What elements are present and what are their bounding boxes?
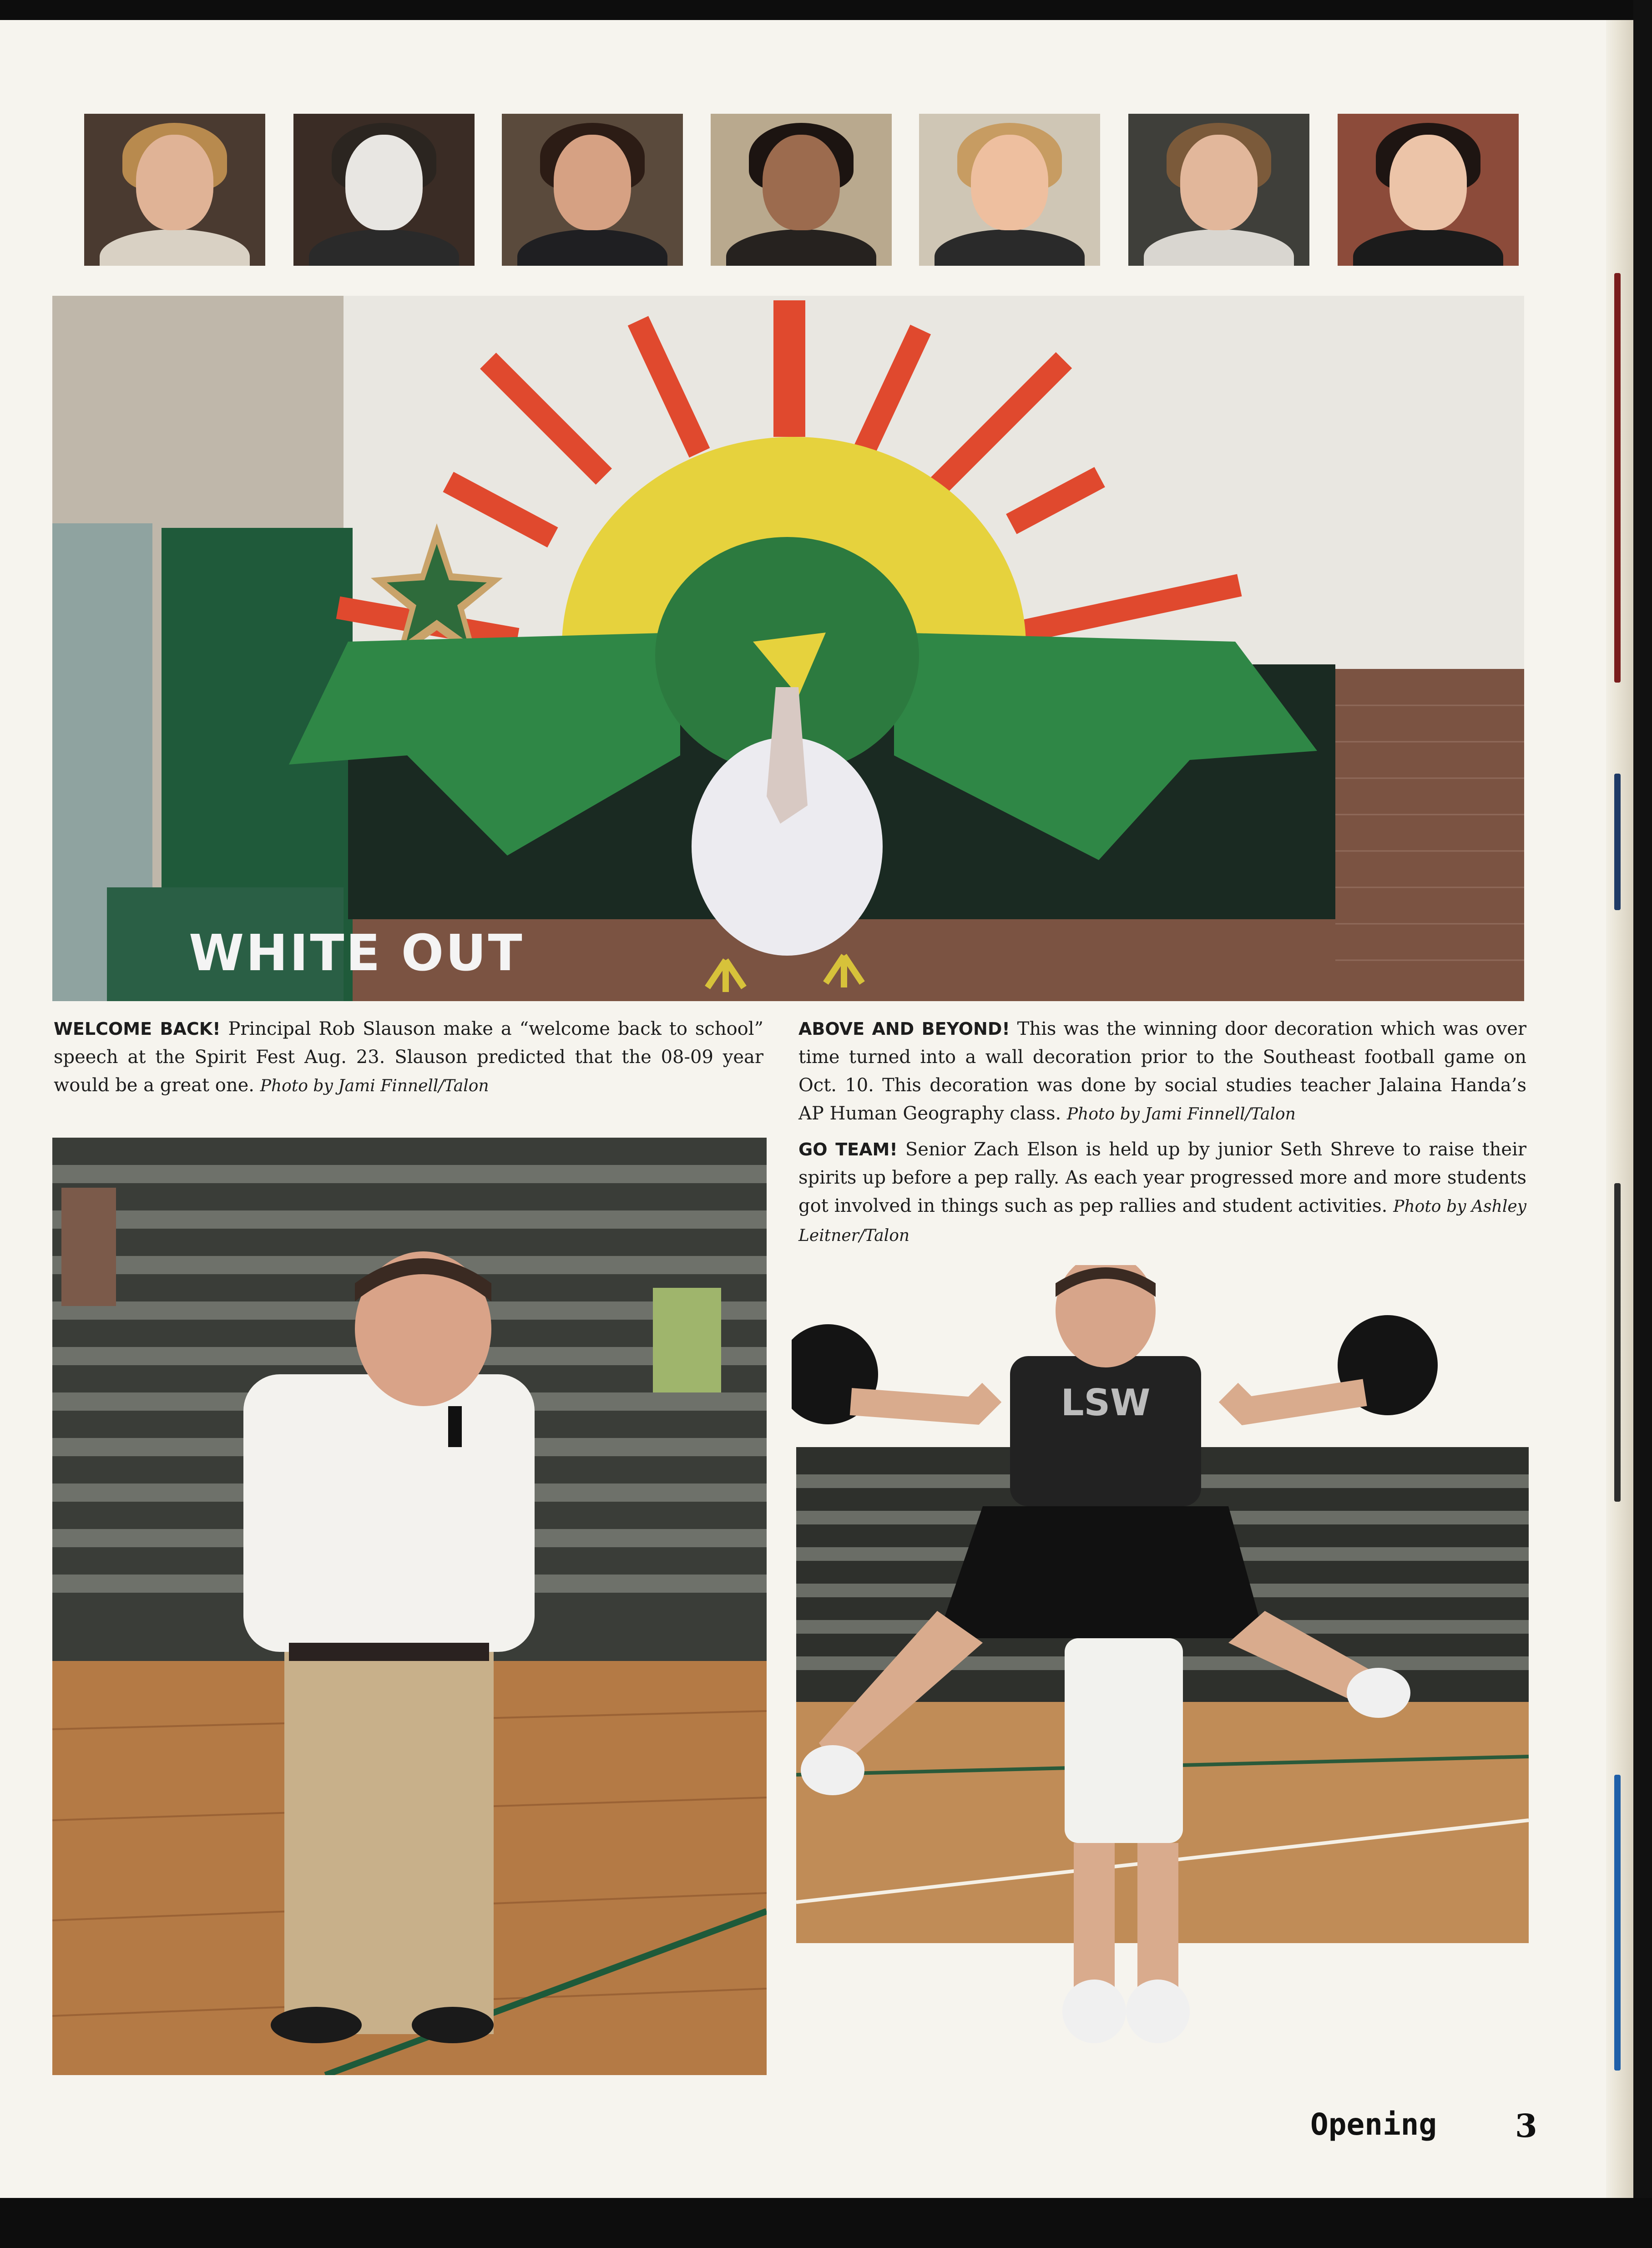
portrait-thumbnail: [84, 114, 265, 266]
portrait-thumbnail: [919, 114, 1100, 266]
photo-credit: Photo by Ashley Leitner/Talon: [798, 1197, 1526, 1245]
caption-text: Senior Zach Elson is held up by junior Seth Shreve to raise their spirits up before a pep rally. As each year progressed more and more students got involved in things such as pep rallies and student activities.: [798, 1139, 1526, 1216]
portrait-thumbnail: [293, 114, 475, 266]
principal-speech-photo: [52, 1138, 767, 2075]
portrait-thumbnail: [502, 114, 683, 266]
photo-credit: Photo by Jami Finnell/Talon: [1066, 1105, 1296, 1124]
photo-credit: Photo by Jami Finnell/Talon: [260, 1077, 489, 1095]
shirt-print: LSW: [1061, 1382, 1151, 1424]
spine-mark: [1614, 273, 1621, 683]
caption-welcome-back: [54, 1015, 763, 1100]
caption-lead: WELCOME BACK!: [54, 1019, 221, 1039]
caption-text: Principal Rob Slauson make a “welcome back to school” speech at the Spirit Fest Aug. 23. Slauson predicted that the 08-09 year would be a great one.: [54, 1018, 763, 1096]
eagle-mural-illustration: [52, 296, 1524, 1001]
section-label: Opening: [1310, 2107, 1437, 2142]
page-number: 3: [1515, 2107, 1537, 2145]
caption-text: This was the winning door decoration which was over time turned into a wall decoration prior to the Southeast football game on Oct. 10. This decoration was done by social studies teacher Jalaina Handa’s AP Human Geography class.: [798, 1018, 1526, 1124]
caption-above-and-beyond: [798, 1015, 1526, 1129]
principal-illustration: [52, 1138, 767, 2075]
spine-mark: [1614, 1183, 1621, 1502]
caption-lead: ABOVE AND BEYOND!: [798, 1019, 1010, 1039]
portrait-thumbnail: [1128, 114, 1309, 266]
spine-mark: [1614, 1775, 1621, 2071]
spine-mark: [1614, 774, 1621, 910]
scan-edge-bottom: [0, 2198, 1652, 2248]
caption-go-team: [798, 1135, 1526, 1250]
cheer-figures-cutout: [792, 1265, 1529, 2066]
white-out-sign: WHITE OUT: [189, 924, 524, 982]
scan-edge-right: [1633, 0, 1652, 2248]
eagle-mural-photo: [52, 296, 1524, 1001]
portrait-thumbnail: [711, 114, 892, 266]
caption-lead: GO TEAM!: [798, 1139, 898, 1159]
portrait-thumbnail: [1338, 114, 1519, 266]
